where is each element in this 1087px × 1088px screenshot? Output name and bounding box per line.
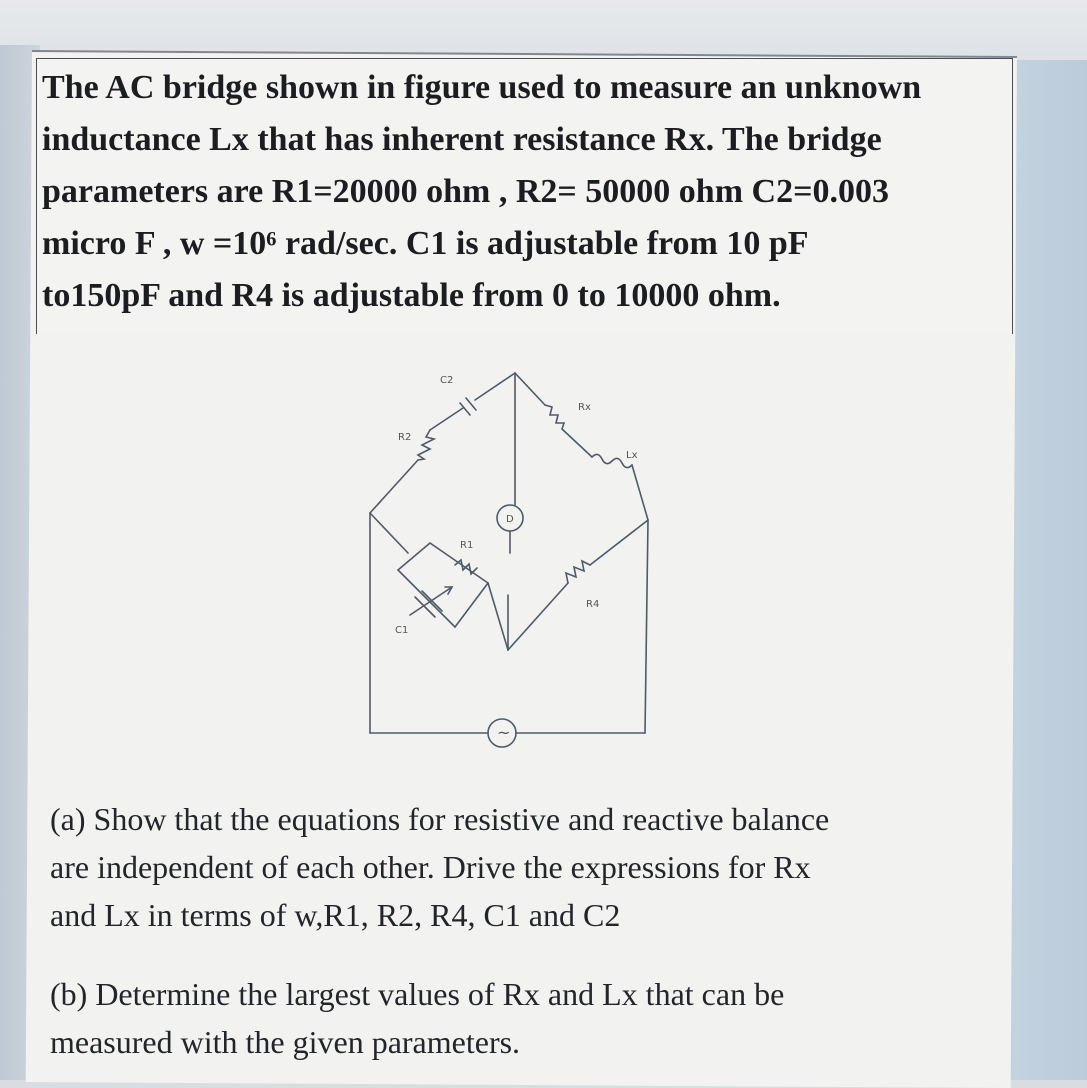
r2-resistor [418, 430, 434, 460]
rx-lx-wire [562, 429, 592, 457]
c1-variable-arrow [410, 587, 452, 615]
label-c2: C2 [440, 375, 454, 386]
problem-line: to150pF and R4 is adjustable from 0 to 10000 ohm. [42, 277, 781, 314]
r1-bottom-wire [488, 583, 508, 650]
ac-bridge-figure [360, 365, 660, 750]
label-rx: Rx [578, 402, 591, 413]
screen-right-edge [1005, 60, 1087, 1080]
label-lx: Lx [626, 450, 638, 461]
source-right-wire [645, 520, 648, 733]
problem-statement [42, 62, 1002, 322]
c2-r2-wire [430, 408, 463, 430]
problem-line: inductance Lx that has inherent resistance Rx. The bridge [42, 121, 882, 158]
question-a-line: and Lx in terms of w,R1, R2, R4, C1 and C2 [50, 897, 621, 933]
label-r4: R4 [586, 599, 600, 610]
r4-bottom-wire [508, 583, 568, 650]
label-r2: R2 [398, 432, 412, 443]
problem-line: micro F , w =10⁶ rad/sec. C1 is adjustable from 10 pF [42, 225, 809, 262]
question-a-line: are independent of each other. Drive the expressions for Rx [50, 849, 811, 885]
question-a-line: (a) Show that the equations for resistive and reactive balance [50, 801, 830, 837]
left-lower-wire [370, 513, 408, 553]
label-detector: D [506, 514, 514, 525]
question-b-line: measured with the given parameters. [50, 1024, 521, 1060]
r4-resistor [566, 561, 590, 583]
lx-wire [632, 465, 648, 520]
r1-resistor [455, 560, 477, 574]
question-a [50, 795, 975, 939]
label-c1: C1 [395, 625, 409, 636]
right-lower-wire [590, 520, 648, 565]
problem-line: parameters are R1=20000 ohm , R2= 50000 ohm C2=0.003 [42, 173, 889, 210]
label-r1: R1 [460, 540, 474, 551]
rx-wire [515, 373, 545, 405]
question-b-line: (b) Determine the largest values of Rx and Lx that can be [50, 976, 785, 1012]
label-source: ~ [497, 723, 511, 742]
question-b [50, 970, 975, 1066]
r2-wire [370, 460, 418, 513]
rx-resistor [545, 405, 564, 429]
problem-line: The AC bridge shown in figure used to measure an unknown [42, 69, 922, 106]
c2-wire [475, 373, 515, 400]
